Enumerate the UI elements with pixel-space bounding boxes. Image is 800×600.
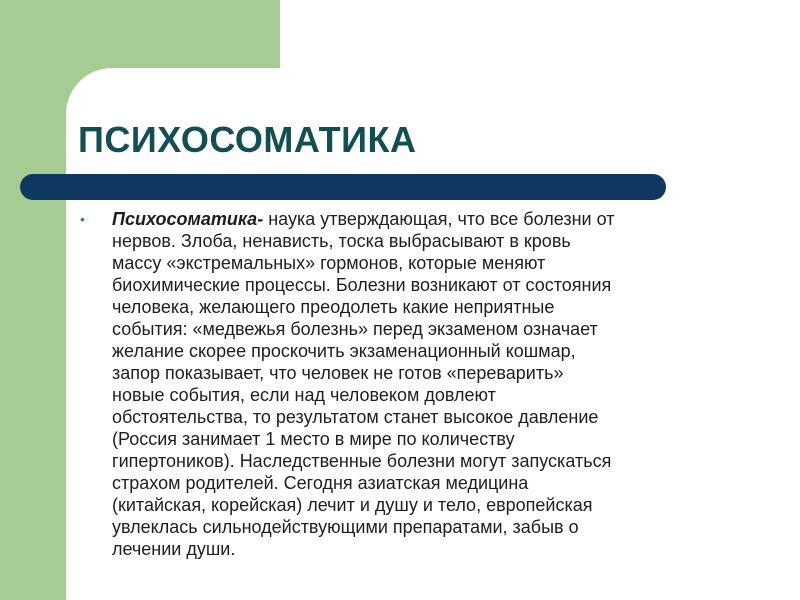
text-line-2: нервов. Злоба, ненависть, тоска выбрасывают в кровь	[112, 231, 571, 251]
text-line-11: (Россия занимает 1 место в мире по количеству	[112, 429, 515, 449]
body-paragraph	[112, 208, 762, 560]
text-line-6: события: «медвежья болезнь» перед экзаменом означает	[112, 319, 598, 339]
slide-title: ПСИХОСОМАТИКА	[78, 119, 417, 160]
text-line-5: человека, желающего преодолеть какие неприятные	[112, 297, 555, 317]
bullet-icon: •	[80, 211, 85, 227]
text-line-8: запор показывает, что человек не готов «переварить»	[112, 363, 564, 383]
title-underline-bar	[20, 174, 666, 200]
text-line-7: желание скорее проскочить экзаменационный кошмар,	[112, 341, 576, 361]
text-line-14: (китайская, корейская) лечит и душу и тело, европейская	[112, 495, 593, 515]
text-line-16: лечении души.	[112, 539, 236, 559]
text-line-13: страхом родителей. Сегодня азиатская медицина	[112, 473, 529, 493]
text-line-12: гипертоников). Наследственные болезни могут запускаться	[112, 451, 612, 471]
text-line-15: увлеклась сильнодействующими препаратами, забыв о	[112, 517, 579, 537]
text-line-4: биохимические процессы. Болезни возникают от состояния	[112, 275, 612, 295]
text-line-1-rest: наука утверждающая, что все болезни от	[263, 209, 615, 229]
text-line-9: новые события, если над человеком довлеют	[112, 385, 496, 405]
text-line-10: обстоятельства, то результатом станет высокое давление	[112, 407, 599, 427]
text-line-1	[112, 208, 762, 230]
lead-term: Психосоматика-	[112, 209, 264, 229]
text-line-3: массу «экстремальных» гормонов, которые меняют	[112, 253, 546, 273]
